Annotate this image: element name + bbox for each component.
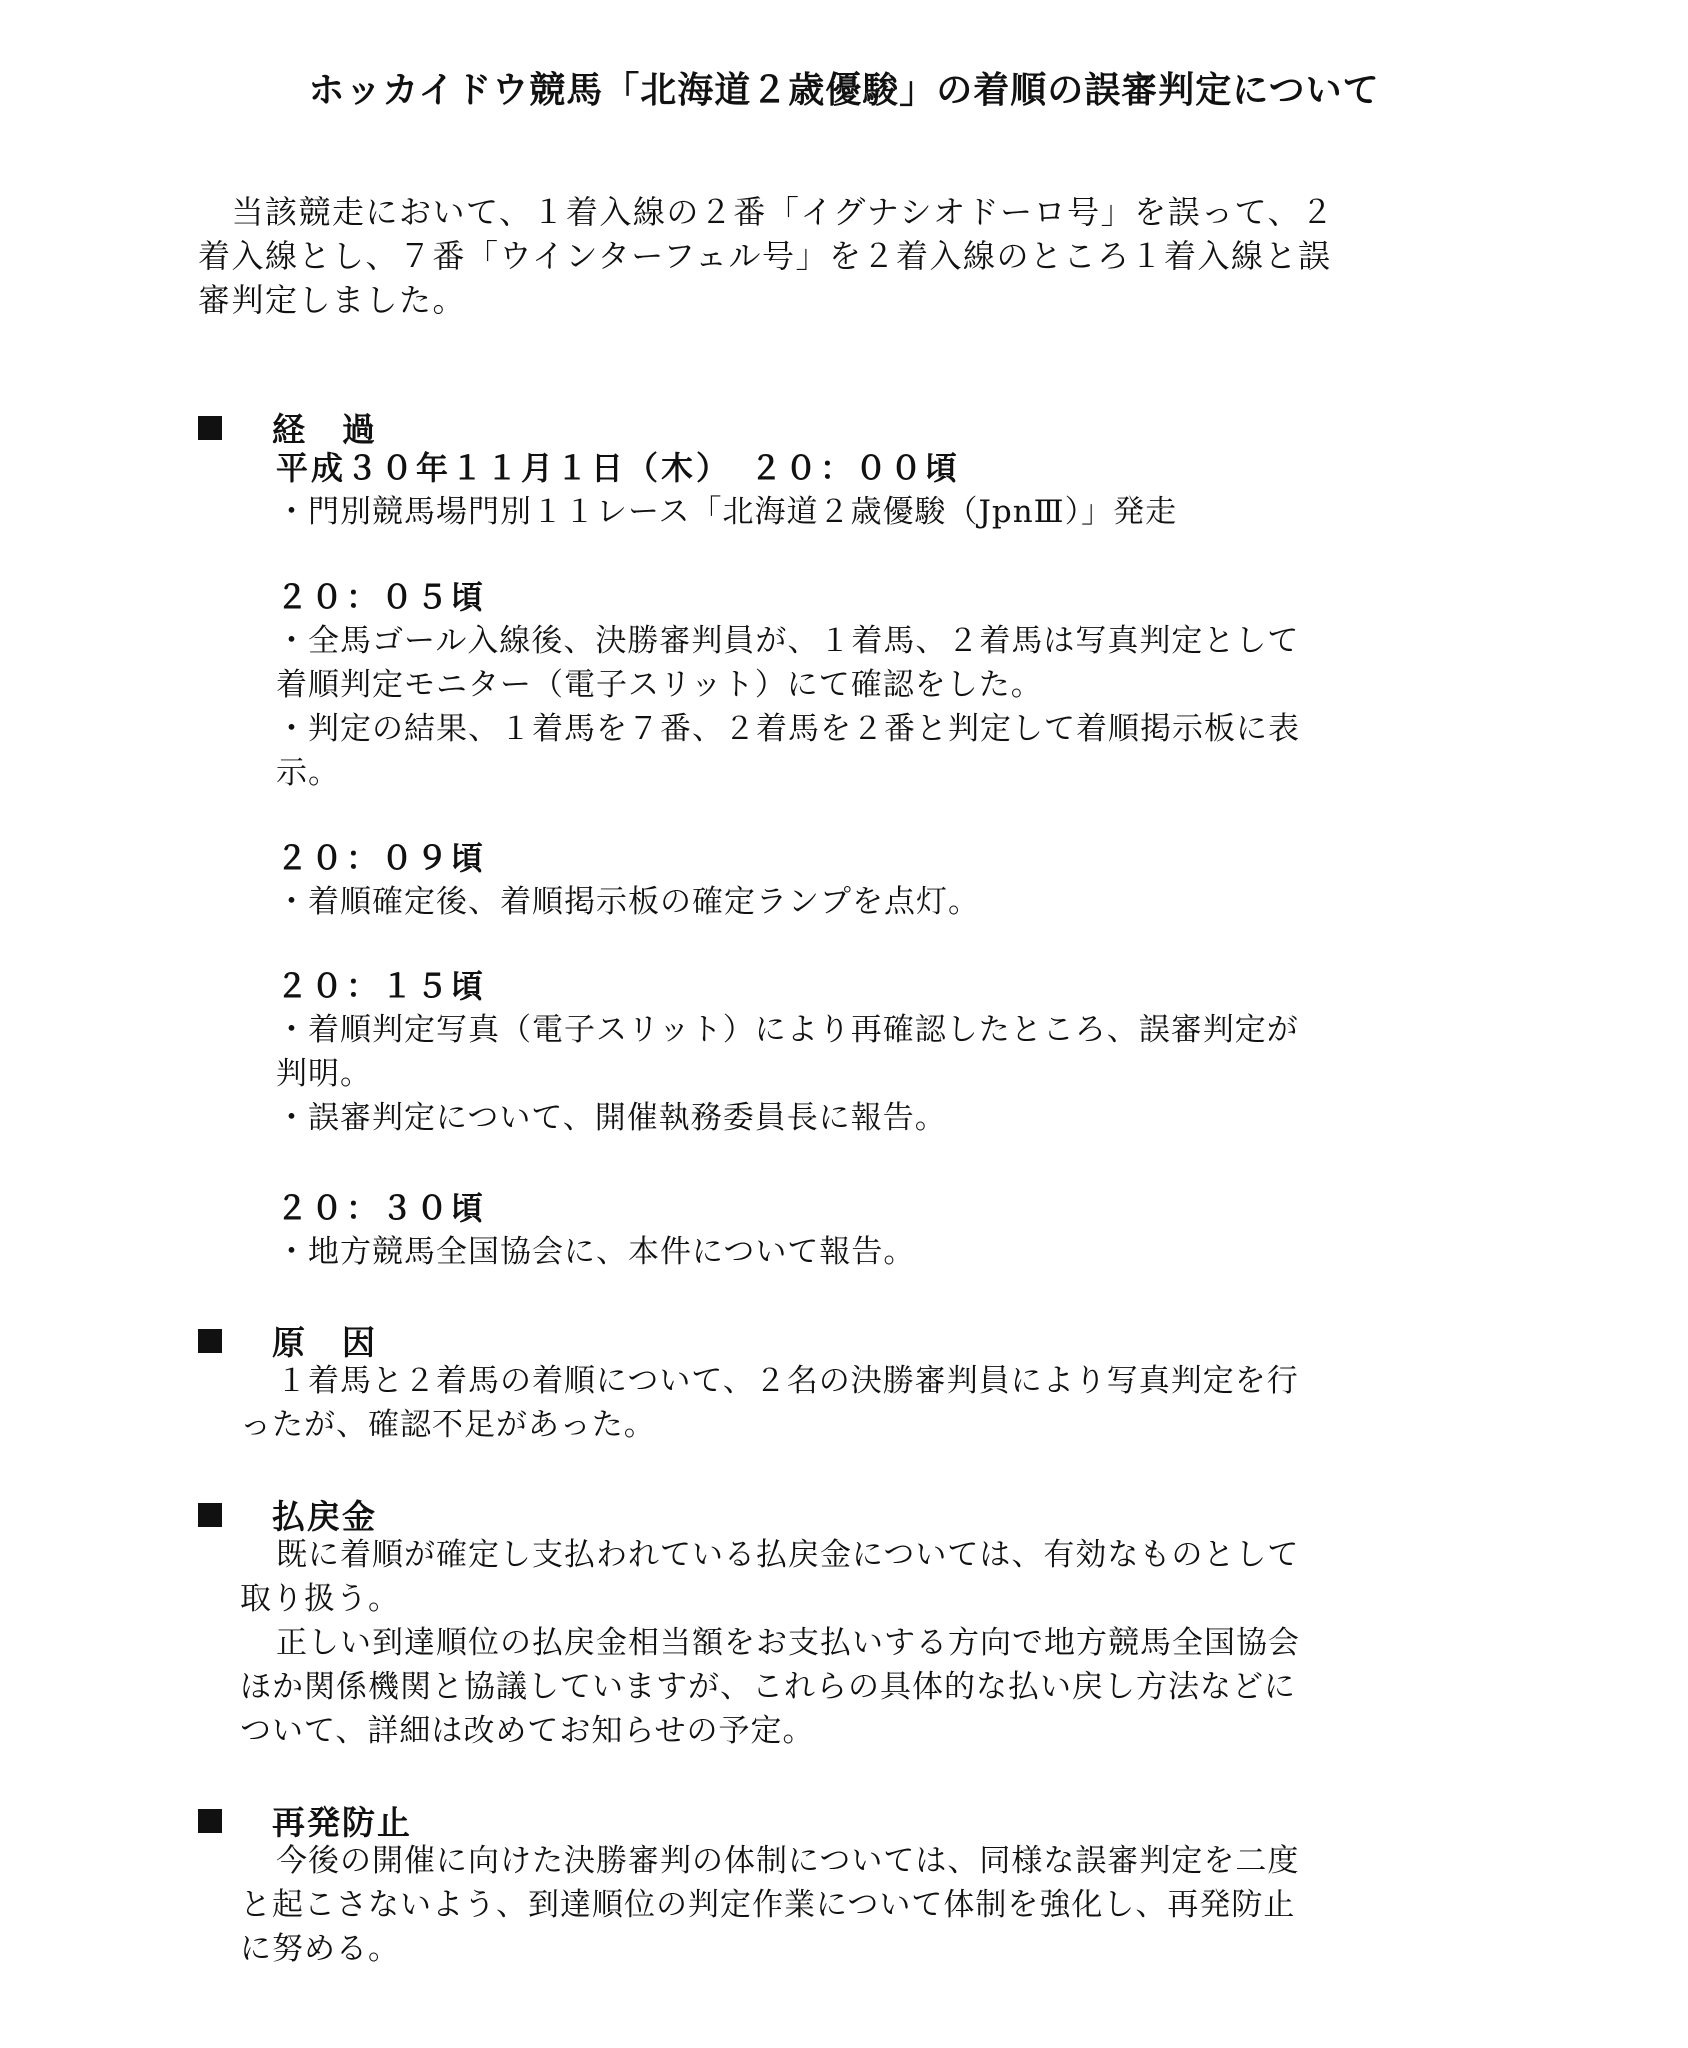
body-line: に努める。 — [240, 1931, 400, 1967]
body-line: と起こさないよう、到達順位の判定作業について体制を強化し、再発防止 — [240, 1887, 1296, 1923]
event-line: ・門別競馬場門別１１レース「北海道２歳優駿（JpnⅢ）」発走 — [276, 494, 1178, 530]
event-line: ・全馬ゴール入線後、決勝審判員が、１着馬、２着馬は写真判定として — [276, 623, 1300, 659]
keika-start-block — [276, 446, 1576, 534]
document-title: ホッカイドウ競馬「北海道２歳優駿」の着順の誤審判定について — [308, 70, 1380, 111]
event-time: ２０：０９頃 — [276, 839, 487, 877]
genin-body — [240, 1359, 1576, 1447]
section-label: 経 過 — [272, 410, 377, 449]
event-line: ・着順確定後、着順掲示板の確定ランプを点灯。 — [276, 884, 980, 920]
event-time: ２０：３０頃 — [276, 1189, 487, 1227]
section-heading-haraimodoshi — [198, 1491, 377, 1538]
event-line: ・判定の結果、１着馬を７番、２着馬を２番と判定して着順掲示板に表 — [276, 711, 1300, 747]
event-time: ２０：０５頃 — [276, 578, 487, 616]
event-line: ・着順判定写真（電子スリット）により再確認したところ、誤審判定が — [276, 1012, 1299, 1048]
body-line: １着馬と２着馬の着順について、２名の決勝審判員により写真判定を行 — [276, 1363, 1299, 1399]
intro-line: 着入線とし、７番「ウインターフェル号」を２着入線のところ１着入線と誤 — [198, 237, 1332, 275]
section-label: 再発防止 — [272, 1803, 412, 1842]
section-heading-genin — [198, 1317, 377, 1364]
haraimodoshi-body — [240, 1533, 1576, 1753]
square-bullet-icon — [198, 1329, 222, 1353]
section-heading-saihatsu — [198, 1797, 412, 1844]
body-line: 既に着順が確定し支払われている払戻金については、有効なものとして — [276, 1537, 1300, 1573]
saihatsu-body — [240, 1839, 1576, 1971]
section-heading-keika — [198, 404, 377, 451]
body-line: ほか関係機関と協議していますが、これらの具体的な払い戻し方法などに — [240, 1669, 1296, 1705]
keika-event-block — [276, 1186, 1576, 1274]
body-line: ついて、詳細は改めてお知らせの予定。 — [240, 1713, 815, 1749]
section-label: 払戻金 — [272, 1497, 377, 1536]
event-line: 判明。 — [276, 1056, 372, 1092]
intro-paragraph — [198, 190, 1488, 322]
square-bullet-icon — [198, 1809, 222, 1833]
intro-line: 審判定しました。 — [198, 281, 467, 319]
event-line: ・誤審判定について、開催執務委員長に報告。 — [276, 1100, 947, 1136]
event-line: 示。 — [276, 755, 340, 791]
intro-line: 当該競走において、１着入線の２番「イグナシオドーロ号」を誤って、２ — [198, 193, 1335, 231]
body-line: 取り扱う。 — [240, 1581, 400, 1617]
section-label: 原 因 — [272, 1323, 377, 1362]
event-datetime: 平成３０年１１月１日（木） ２０：００頃 — [276, 449, 961, 487]
keika-event-block — [276, 836, 1576, 924]
square-bullet-icon — [198, 416, 222, 440]
keika-event-block — [276, 964, 1576, 1140]
body-line: 正しい到達順位の払戻金相当額をお支払いする方向で地方競馬全国協会 — [276, 1625, 1300, 1661]
keika-event-block — [276, 575, 1576, 795]
event-line: 着順判定モニター（電子スリット）にて確認をした。 — [276, 667, 1043, 703]
event-line: ・地方競馬全国協会に、本件について報告。 — [276, 1234, 916, 1270]
event-time: ２０：１５頃 — [276, 967, 487, 1005]
body-line: ったが、確認不足があった。 — [240, 1407, 656, 1443]
body-line: 今後の開催に向けた決勝審判の体制については、同様な誤審判定を二度 — [276, 1843, 1300, 1879]
square-bullet-icon — [198, 1503, 222, 1527]
